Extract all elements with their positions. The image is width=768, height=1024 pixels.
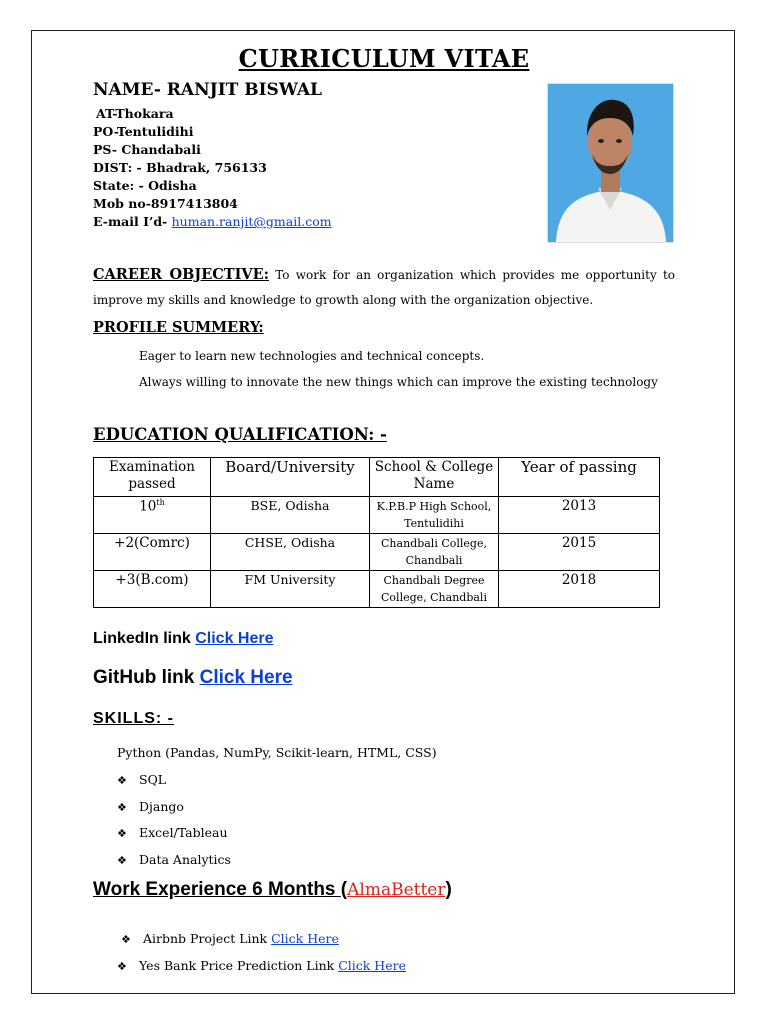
skill-label: SQL — [139, 772, 167, 787]
education-table — [93, 457, 660, 608]
linkedin-row — [93, 630, 274, 648]
table-row — [94, 534, 660, 571]
board-cell: FM University — [211, 571, 370, 608]
school-cell: Chandbali Degree College, Chandbali — [370, 571, 499, 608]
linkedin-link[interactable]: Click Here — [195, 630, 274, 647]
list-item — [117, 852, 231, 867]
col-header-board: Board/University — [211, 458, 370, 497]
skill-label: Django — [139, 799, 184, 814]
address-state: State: - Odisha — [93, 178, 197, 193]
col-header-year: Year of passing — [499, 458, 660, 497]
exam-superscript: th — [156, 498, 165, 507]
bullet-icon: ❖ — [121, 933, 131, 946]
email-link[interactable]: human.ranjit@gmail.com — [171, 214, 332, 229]
linkedin-label: LinkedIn link — [93, 630, 196, 647]
col-header-exam: Examination passed — [94, 458, 211, 497]
education-heading-text: EDUCATION QUALIFICATION: - — [93, 425, 387, 444]
school-cell: K.P.B.P High School, Tentulidihi — [370, 497, 499, 534]
address-mobile: Mob no-8917413804 — [93, 196, 238, 211]
github-label: GitHub link — [93, 667, 200, 688]
work-experience-heading — [93, 879, 452, 901]
company-name: AlmaBetter — [347, 880, 446, 900]
exam-cell: +2(Comrc) — [94, 534, 211, 571]
candidate-name: NAME- RANJIT BISWAL — [93, 80, 322, 100]
profile-summary-line2: Always willing to innovate the new things which can improve the existing technology — [139, 375, 658, 389]
board-cell: BSE, Odisha — [211, 497, 370, 534]
yes-bank-project-link[interactable]: Click Here — [338, 958, 406, 973]
work-experience-title: Work Experience 6 Months — [93, 879, 341, 900]
skills-intro: Python (Pandas, NumPy, Scikit-learn, HTML, CSS) — [117, 745, 437, 760]
paren-close: ) — [445, 879, 452, 900]
profile-photo — [548, 84, 673, 242]
career-objective — [93, 262, 675, 313]
year-cell: 2013 — [499, 497, 660, 534]
list-item — [117, 772, 166, 787]
profile-summary-line1: Eager to learn new technologies and technical concepts. — [139, 349, 485, 363]
skill-label: Excel/Tableau — [139, 825, 228, 840]
email-label: E-mail I’d- — [93, 214, 172, 229]
exam-value: 10 — [139, 498, 157, 515]
education-header-row — [94, 458, 660, 497]
board-cell: CHSE, Odisha — [211, 534, 370, 571]
list-item — [117, 958, 406, 973]
address-email-row — [93, 213, 332, 231]
address-dist: DIST: - Bhadrak, 756133 — [93, 160, 267, 175]
career-objective-text: To work for an organization which provides me opportunity to improve my skills and knowledge to growth along with the organization objective. — [93, 268, 675, 307]
skill-label: Data Analytics — [139, 852, 231, 867]
table-row — [94, 571, 660, 608]
github-link[interactable]: Click Here — [199, 667, 293, 688]
paren-open: ( — [340, 879, 348, 900]
col-header-school: School & College Name — [370, 458, 499, 497]
page-title: CURRICULUM VITAE — [238, 44, 530, 73]
bullet-icon: ❖ — [117, 774, 127, 787]
exam-cell: +3(B.com) — [94, 571, 211, 608]
list-item — [117, 799, 184, 814]
airbnb-project-link[interactable]: Click Here — [271, 931, 339, 946]
list-item — [117, 825, 228, 840]
bullet-icon: ❖ — [117, 827, 127, 840]
exam-cell — [94, 497, 211, 534]
project-label: Airbnb Project Link — [143, 931, 272, 946]
github-row — [93, 667, 293, 689]
person-portrait — [548, 84, 673, 242]
project-label: Yes Bank Price Prediction Link — [139, 958, 339, 973]
bullet-icon: ❖ — [117, 801, 127, 814]
year-cell: 2015 — [499, 534, 660, 571]
year-cell: 2018 — [499, 571, 660, 608]
school-cell: Chandbali College, Chandbali — [370, 534, 499, 571]
address-po: PO-Tentulidihi — [93, 124, 194, 139]
bullet-icon: ❖ — [117, 960, 127, 973]
profile-summary-heading: PROFILE SUMMERY: — [93, 319, 264, 336]
list-item — [121, 931, 339, 946]
bullet-icon: ❖ — [117, 854, 127, 867]
address-ps: PS- Chandabali — [93, 142, 201, 157]
career-objective-heading: CAREER OBJECTIVE: — [93, 266, 270, 283]
skills-heading: SKILLS: - — [93, 710, 174, 727]
education-heading — [93, 425, 387, 444]
address-at: AT-Thokara — [96, 106, 174, 121]
table-row — [94, 497, 660, 534]
